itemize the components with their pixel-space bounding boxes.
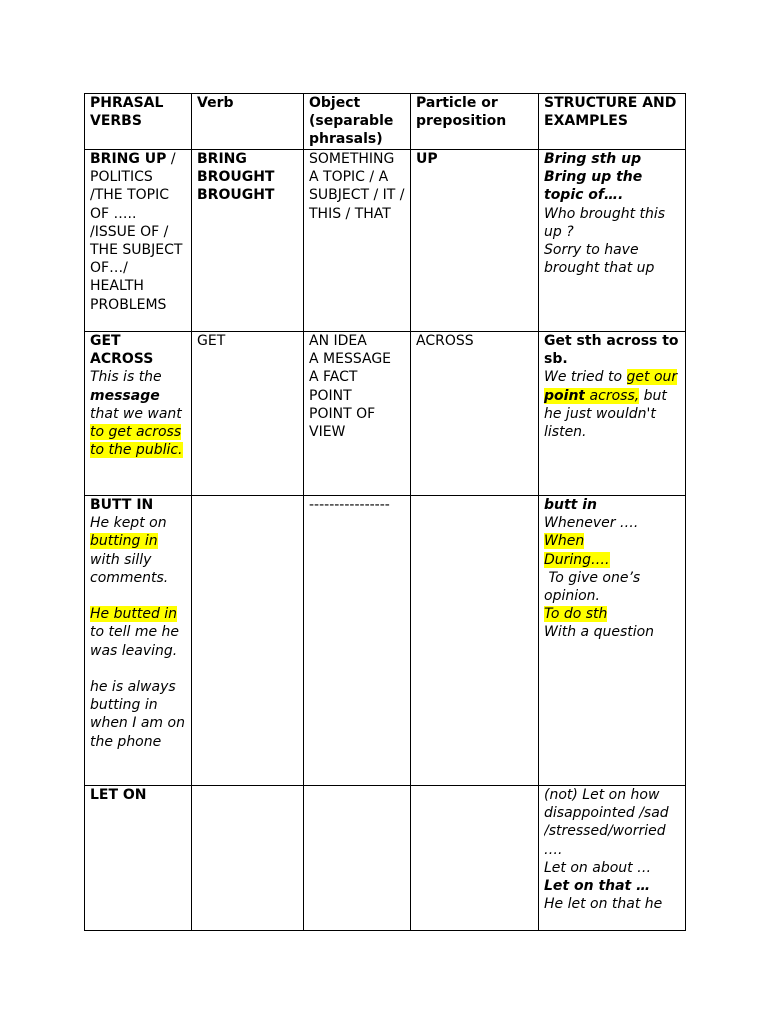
phrasal-collocations: / POLITICS /THE TOPIC OF ….. /ISSUE OF / THE SUBJECT OF…/ HEALTH PROBLEMS [90,151,183,313]
phrasal-cell-let-on: LET ON [85,786,192,931]
structure-pattern: Bring up the topic of…. [544,169,643,204]
structure-cell [539,332,686,496]
example-sentence: He butted in to tell me he was leaving. [90,606,180,659]
header-particle: Particle or preposition [411,94,539,150]
object-cell [304,786,411,931]
phrasal-verb-name: BUTT IN [90,497,154,513]
verb-cell: GET [192,332,304,496]
structure-pattern: Let on that … [544,878,651,895]
table-row [85,786,686,931]
phrasal-cell-butt-in [85,496,192,786]
verb-cell [192,786,304,931]
structure-cell [539,150,686,332]
example-sentence: We tried to get our point across, but he just wouldn't listen. [544,369,678,441]
highlighted-text: to get across to the public. [90,424,183,459]
example-sentence: Sorry to have brought that up [544,242,655,277]
example-sentence: This is the message that we want to get across to the public. [90,369,183,459]
example-sentence: he is always butting in when I am on the phone [90,679,185,750]
table-row [85,150,686,332]
header-verb: Verb [192,94,304,150]
phrasal-verb-name: BRING UP [90,151,167,167]
object-cell: AN IDEA A MESSAGE A FACT POINT POINT OF VIEW [304,332,411,496]
example-sentence: He kept on butting in with silly comments. [90,515,169,586]
structure-pattern: butt in [544,497,598,513]
phrasal-verb-name: GET ACROSS [90,333,154,368]
object-cell: ---------------- [304,496,411,786]
verb-cell [192,496,304,786]
example-sentence: He let on that he [544,896,663,913]
table-header-row [85,94,686,150]
verb-cell: BRING BROUGHT BROUGHT [192,150,304,332]
structure-pattern: Bring sth up [544,151,642,167]
header-phrasal-verbs: PHRASAL VERBS [85,94,192,150]
table-row [85,332,686,496]
object-cell: SOMETHING A TOPIC / A SUBJECT / IT / THIS / THAT [304,150,411,332]
structure-cell: butt in Whenever …. When During…. To give one’s opinion. To do sth With a question [539,496,686,786]
phrasal-cell-get-across [85,332,192,496]
table-row [85,496,686,786]
structure-pattern: Get sth across to sb. [544,333,679,368]
particle-cell: ACROSS [411,332,539,496]
header-structure: STRUCTURE AND EXAMPLES [539,94,686,150]
structure-cell: (not) Let on how disappointed /sad /stressed/worried …. Let on about … Let on that … He let on that he [539,786,686,931]
phrasal-verbs-table [84,93,686,931]
particle-cell: UP [411,150,539,332]
header-object: Object (separable phrasals) [304,94,411,150]
particle-cell [411,786,539,931]
example-sentence: (not) Let on how disappointed /sad /stressed/worried …. [544,787,669,858]
example-sentence: Who brought this up ? [544,205,666,240]
particle-cell [411,496,539,786]
phrasal-cell-bring-up [85,150,192,332]
